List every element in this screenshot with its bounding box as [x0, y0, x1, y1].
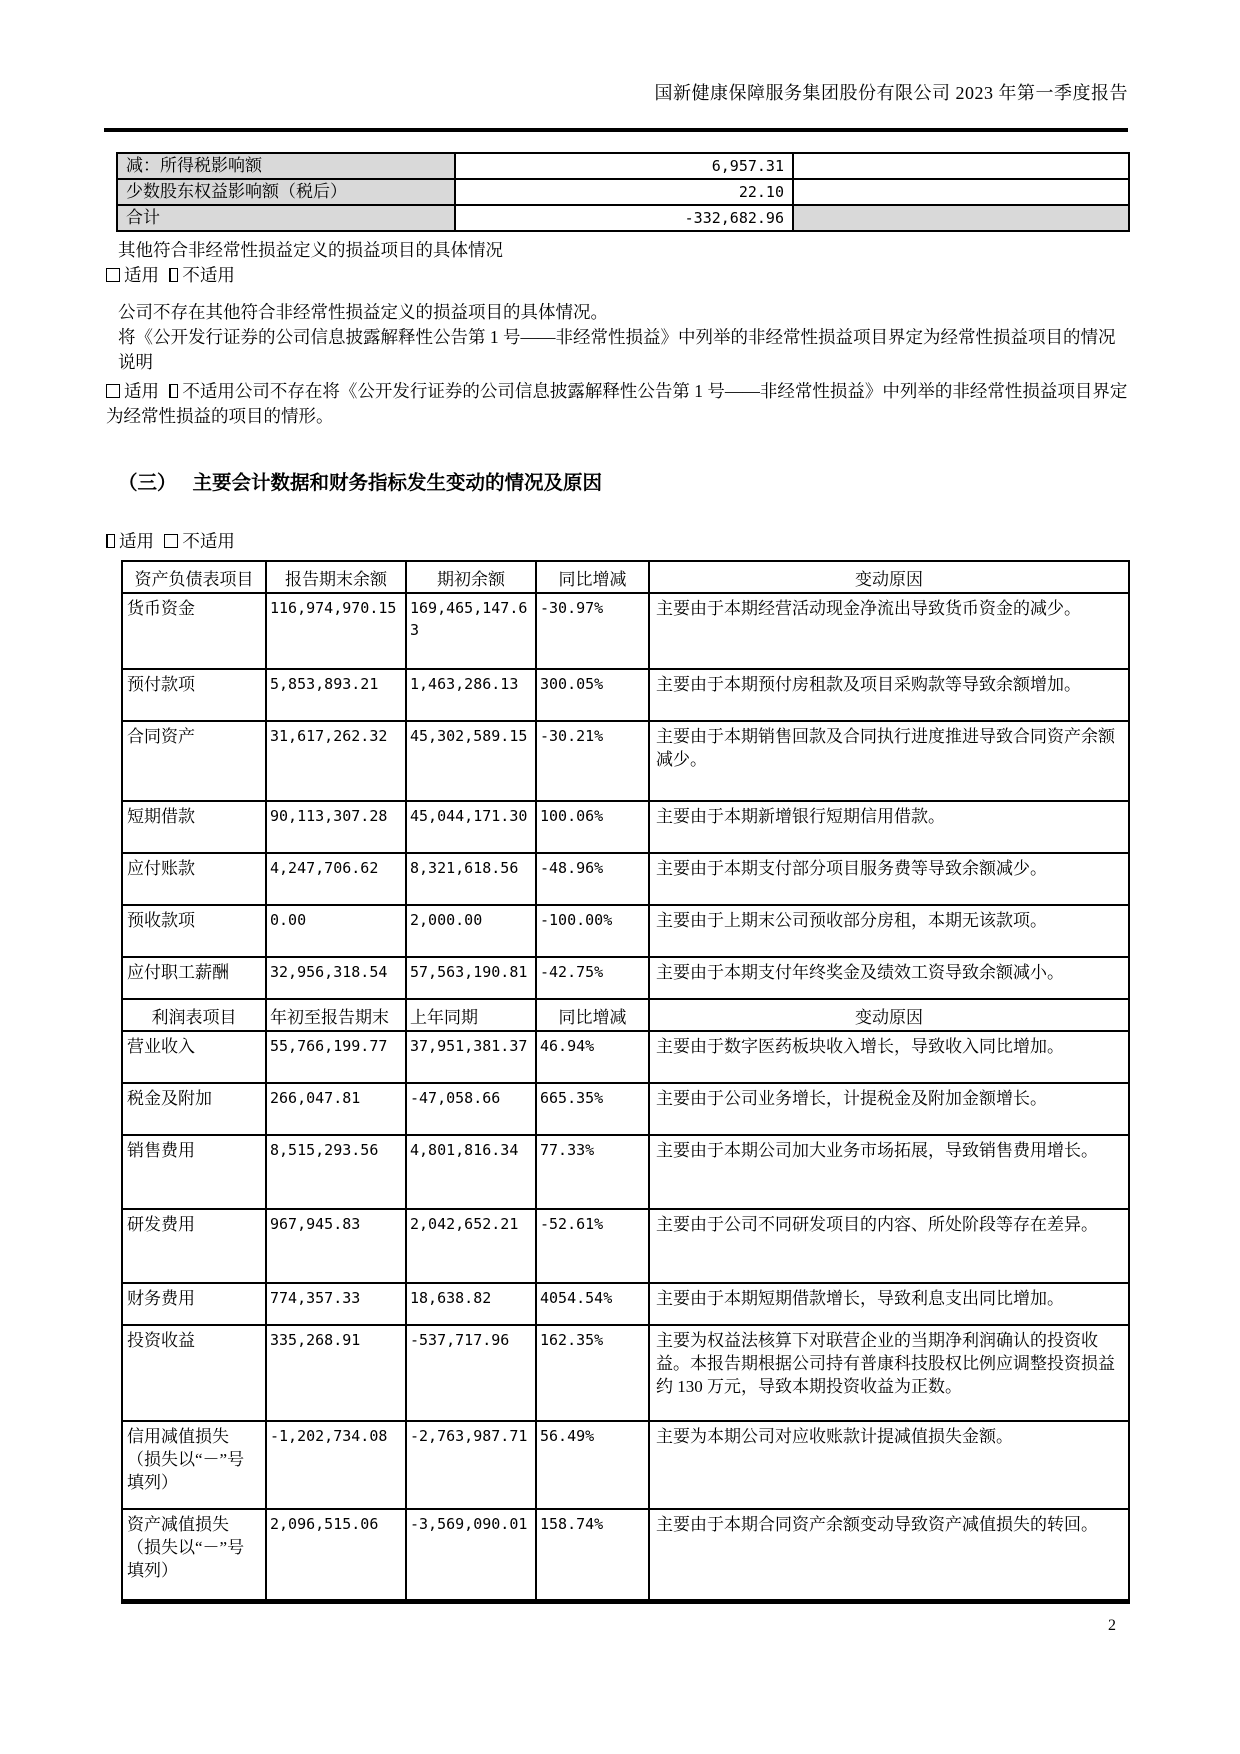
- row-item-name: 预付款项: [122, 669, 266, 721]
- checkbox-line-3: [106, 529, 1128, 554]
- table-row: [122, 1325, 1129, 1421]
- current-period-value: 774,357.33: [266, 1283, 406, 1325]
- change-percent: -100.00%: [536, 905, 649, 957]
- column-header: 资产负债表项目: [122, 561, 266, 593]
- summary-item-value: 22.10: [455, 179, 793, 205]
- change-reason: 主要由于本期合同资产余额变动导致资产减值损失的转回。: [649, 1509, 1129, 1601]
- table-row: [122, 1083, 1129, 1135]
- current-period-value: 4,247,706.62: [266, 853, 406, 905]
- column-header: 年初至报告期末: [266, 999, 406, 1031]
- change-reason: 主要由于本期销售回款及合同执行进度推进导致合同资产余额减少。: [649, 721, 1129, 801]
- summary-table: [116, 152, 1130, 232]
- prior-period-value: 2,042,652.21: [406, 1209, 536, 1283]
- current-period-value: 116,974,970.15: [266, 593, 406, 669]
- table-row: [122, 957, 1129, 999]
- current-period-value: 5,853,893.21: [266, 669, 406, 721]
- current-period-value: 90,113,307.28: [266, 801, 406, 853]
- change-percent: -52.61%: [536, 1209, 649, 1283]
- column-header: 同比增减: [536, 561, 649, 593]
- change-reason: 主要由于本期短期借款增长，导致利息支出同比增加。: [649, 1283, 1129, 1325]
- checkbox-not-applicable-icon: [169, 384, 178, 398]
- prior-period-value: 4,801,816.34: [406, 1135, 536, 1209]
- document-header-title: 国新健康保障服务集团股份有限公司 2023 年第一季度报告: [654, 83, 1128, 103]
- prior-period-value: 45,044,171.30: [406, 801, 536, 853]
- page-content: [0, 82, 1240, 1604]
- table-row: [122, 593, 1129, 669]
- column-header: 上年同期: [406, 999, 536, 1031]
- change-reason: 主要由于数字医药板块收入增长，导致收入同比增加。: [649, 1031, 1129, 1083]
- column-header-row: [122, 561, 1129, 593]
- section-heading: [118, 471, 1128, 497]
- change-reason: 主要由于本期支付年终奖金及绩效工资导致余额减小。: [649, 957, 1129, 999]
- checkbox-not-applicable-icon: [169, 268, 178, 282]
- change-reason: 主要为权益法核算下对联营企业的当期净利润确认的投资收益。本报告期根据公司持有普康科技股权比例应调整投资损益约 130 万元，导致本期投资收益为正数。: [649, 1325, 1129, 1421]
- table-row: [122, 1209, 1129, 1283]
- checkbox-applicable-icon: [106, 384, 120, 398]
- change-percent: -48.96%: [536, 853, 649, 905]
- prior-period-value: -2,763,987.71: [406, 1421, 536, 1509]
- summary-item-value: -332,682.96: [455, 205, 793, 231]
- table-row: [122, 1283, 1129, 1325]
- change-percent: 56.49%: [536, 1421, 649, 1509]
- change-percent: -30.21%: [536, 721, 649, 801]
- current-period-value: 967,945.83: [266, 1209, 406, 1283]
- header-rule: [104, 128, 1128, 132]
- change-percent: 4054.54%: [536, 1283, 649, 1325]
- change-table: [121, 560, 1130, 1604]
- change-reason: 主要由于上期末公司预收部分房租，本期无该款项。: [649, 905, 1129, 957]
- table-row: [122, 1509, 1129, 1601]
- not-applicable-text: 不适用公司不存在将《公开发行证券的公司信息披露解释性公告第 1 号——非经常性损益》中列举的非经常性损益项目界定为经常性损益的项目的情形。: [106, 381, 1128, 426]
- page-number: 2: [1108, 1617, 1116, 1634]
- prior-period-value: 8,321,618.56: [406, 853, 536, 905]
- checkbox-line-1: [106, 263, 1128, 288]
- table-row: [122, 905, 1129, 957]
- change-reason: 主要由于本期经营活动现金净流出导致货币资金的减少。: [649, 593, 1129, 669]
- row-item-name: 合同资产: [122, 721, 266, 801]
- change-reason: 主要由于本期预付房租款及项目采购款等导致余额增加。: [649, 669, 1129, 721]
- change-percent: 100.06%: [536, 801, 649, 853]
- current-period-value: 0.00: [266, 905, 406, 957]
- column-header: 变动原因: [649, 561, 1129, 593]
- prior-period-value: -47,058.66: [406, 1083, 536, 1135]
- row-item-name: 销售费用: [122, 1135, 266, 1209]
- change-percent: 665.35%: [536, 1083, 649, 1135]
- summary-item-note: [793, 153, 1129, 179]
- column-header-row: [122, 999, 1129, 1031]
- change-reason: 主要由于本期支付部分项目服务费等导致余额减少。: [649, 853, 1129, 905]
- change-reason: 主要由于本期公司加大业务市场拓展，导致销售费用增长。: [649, 1135, 1129, 1209]
- summary-table-body: [117, 153, 1129, 231]
- applicable-label: 适用: [124, 265, 159, 285]
- current-period-value: -1,202,734.08: [266, 1421, 406, 1509]
- prior-period-value: 1,463,286.13: [406, 669, 536, 721]
- column-header: 报告期末余额: [266, 561, 406, 593]
- change-percent: 158.74%: [536, 1509, 649, 1601]
- summary-item-label: 减：所得税影响额: [117, 153, 455, 179]
- prior-period-value: -537,717.96: [406, 1325, 536, 1421]
- change-percent: -42.75%: [536, 957, 649, 999]
- row-item-name: 营业收入: [122, 1031, 266, 1083]
- not-applicable-label: 不适用: [182, 265, 235, 285]
- current-period-value: 2,096,515.06: [266, 1509, 406, 1601]
- section-title: 主要会计数据和财务指标发生变动的情况及原因: [192, 473, 603, 494]
- row-item-name: 货币资金: [122, 593, 266, 669]
- prior-period-value: 37,951,381.37: [406, 1031, 536, 1083]
- prior-period-value: 169,465,147.63: [406, 593, 536, 669]
- applicable-label: 适用: [119, 531, 154, 551]
- summary-row: [117, 153, 1129, 179]
- checkbox-applicable-icon: [106, 534, 115, 548]
- row-item-name: 税金及附加: [122, 1083, 266, 1135]
- prior-period-value: 45,302,589.15: [406, 721, 536, 801]
- column-header: 同比增减: [536, 999, 649, 1031]
- prior-period-value: 2,000.00: [406, 905, 536, 957]
- current-period-value: 31,617,262.32: [266, 721, 406, 801]
- prior-period-value: 18,638.82: [406, 1283, 536, 1325]
- summary-item-note: [793, 179, 1129, 205]
- summary-item-note: [793, 205, 1129, 231]
- recurring-definition-title: 将《公开发行证券的公司信息披露解释性公告第 1 号——非经常性损益》中列举的非经常性损益项目界定为经常性损益项目的情况说明: [118, 327, 1116, 372]
- row-item-name: 应付职工薪酬: [122, 957, 266, 999]
- summary-item-value: 6,957.31: [455, 153, 793, 179]
- prior-period-value: -3,569,090.01: [406, 1509, 536, 1601]
- table-row: [122, 1031, 1129, 1083]
- other-items-title: 其他符合非经常性损益定义的损益项目的具体情况: [118, 240, 503, 260]
- change-percent: 162.35%: [536, 1325, 649, 1421]
- row-item-name: 短期借款: [122, 801, 266, 853]
- change-reason: 主要由于本期新增银行短期信用借款。: [649, 801, 1129, 853]
- column-header: 利润表项目: [122, 999, 266, 1031]
- row-item-name: 应付账款: [122, 853, 266, 905]
- change-percent: 46.94%: [536, 1031, 649, 1083]
- change-table-body: [122, 561, 1129, 1601]
- column-header: 变动原因: [649, 999, 1129, 1031]
- checkbox-applicable-icon: [106, 268, 120, 282]
- table-row: [122, 801, 1129, 853]
- not-applicable-label: 不适用: [182, 531, 235, 551]
- change-percent: -30.97%: [536, 593, 649, 669]
- row-item-name: 财务费用: [122, 1283, 266, 1325]
- checkbox-not-applicable-icon: [164, 534, 178, 548]
- row-item-name: 研发费用: [122, 1209, 266, 1283]
- change-reason: 主要为本期公司对应收账款计提减值损失金额。: [649, 1421, 1129, 1509]
- change-reason: 主要由于公司不同研发项目的内容、所处阶段等存在差异。: [649, 1209, 1129, 1283]
- table-row: [122, 669, 1129, 721]
- summary-item-label: 合计: [117, 205, 455, 231]
- column-header: 期初余额: [406, 561, 536, 593]
- summary-item-label: 少数股东权益影响额（税后）: [117, 179, 455, 205]
- section-number: （三）: [118, 473, 177, 494]
- table-row: [122, 1421, 1129, 1509]
- current-period-value: 266,047.81: [266, 1083, 406, 1135]
- table-row: [122, 1135, 1129, 1209]
- row-item-name: 投资收益: [122, 1325, 266, 1421]
- checkbox-line-2: [106, 379, 1128, 429]
- change-reason: 主要由于公司业务增长，计提税金及附加金额增长。: [649, 1083, 1129, 1135]
- table-row: [122, 721, 1129, 801]
- summary-row: [117, 205, 1129, 231]
- table-row: [122, 853, 1129, 905]
- prior-period-value: 57,563,190.81: [406, 957, 536, 999]
- row-item-name: 预收款项: [122, 905, 266, 957]
- no-other-items-text: 公司不存在其他符合非经常性损益定义的损益项目的具体情况。: [118, 302, 608, 322]
- change-percent: 77.33%: [536, 1135, 649, 1209]
- current-period-value: 335,268.91: [266, 1325, 406, 1421]
- row-item-name: 信用减值损失（损失以“－”号填列）: [122, 1421, 266, 1509]
- row-item-name: 资产减值损失（损失以“－”号填列）: [122, 1509, 266, 1601]
- applicable-label: 适用: [124, 381, 159, 401]
- current-period-value: 8,515,293.56: [266, 1135, 406, 1209]
- current-period-value: 32,956,318.54: [266, 957, 406, 999]
- summary-row: [117, 179, 1129, 205]
- change-percent: 300.05%: [536, 669, 649, 721]
- current-period-value: 55,766,199.77: [266, 1031, 406, 1083]
